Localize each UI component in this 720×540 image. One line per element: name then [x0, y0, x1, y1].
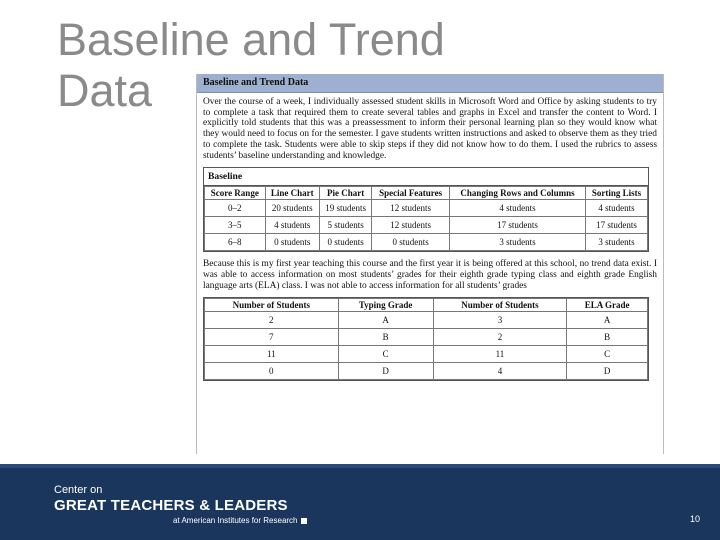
- col-header: Special Features: [372, 187, 450, 200]
- table-cell: 4 students: [265, 217, 319, 234]
- baseline-table: [204, 186, 648, 251]
- table-cell: 4: [433, 363, 567, 380]
- grades-table: [204, 298, 648, 380]
- table-cell: 4 students: [586, 200, 648, 217]
- col-header: Number of Students: [205, 299, 339, 312]
- col-header: Pie Chart: [320, 187, 372, 200]
- table-cell: 3–5: [205, 217, 266, 234]
- table-cell: 19 students: [320, 200, 372, 217]
- table-cell: 0–2: [205, 200, 266, 217]
- square-icon: [301, 518, 307, 524]
- table-row: [205, 312, 648, 329]
- baseline-table-caption: Baseline: [204, 168, 648, 186]
- grades-table-header-row: [205, 299, 648, 312]
- table-cell: 11: [433, 346, 567, 363]
- table-cell: B: [338, 329, 433, 346]
- slide-title: Baseline and Trend Data: [57, 14, 445, 116]
- intro-paragraph: Over the course of a week, I individually assessed student skills in Microsoft Word and Office by asking students to try to complete a task that required them to create several tables and graphs in Excel and transfer the content to Word. I explicitly told students that this was a preassessment to inform their personal learning plan so they would know what they would need to focus on for the semester. I gave students written instructions and asked to observe them as they tried to complete the task. Students were able to skip steps if they did not know how to do them. I used the rubrics to assess students’ baseline understanding and knowledge.: [203, 97, 657, 161]
- table-row: [205, 200, 648, 217]
- table-cell: C: [338, 346, 433, 363]
- table-cell: 4 students: [449, 200, 585, 217]
- logo-line-3: at American Institutes for Research: [173, 516, 298, 525]
- table-cell: 3 students: [586, 234, 648, 251]
- table-cell: 6–8: [205, 234, 266, 251]
- page-number: 10: [690, 514, 701, 524]
- table-cell: 5 students: [320, 217, 372, 234]
- table-cell: D: [567, 363, 648, 380]
- trend-paragraph: Because this is my first year teaching this course and the first year it is being offered at this school, no trend data exist. I was able to access information on most students’ grades for their eighth grade typing class and eighth grade English language arts (ELA) class. I was not able to access information for all students’ grades: [203, 259, 657, 291]
- table-cell: D: [338, 363, 433, 380]
- table-cell: 17 students: [586, 217, 648, 234]
- table-cell: A: [567, 312, 648, 329]
- table-cell: 17 students: [449, 217, 585, 234]
- table-row: [205, 234, 648, 251]
- table-cell: 2: [205, 312, 339, 329]
- table-row: [205, 217, 648, 234]
- table-cell: 0 students: [265, 234, 319, 251]
- col-header: Sorting Lists: [586, 187, 648, 200]
- logo-line-1: Center on: [54, 484, 103, 496]
- baseline-table-header-row: [205, 187, 648, 200]
- table-cell: 0 students: [372, 234, 450, 251]
- table-cell: 11: [205, 346, 339, 363]
- table-row: [205, 363, 648, 380]
- baseline-table-container: [203, 167, 649, 252]
- table-cell: A: [338, 312, 433, 329]
- table-cell: B: [567, 329, 648, 346]
- table-cell: 20 students: [265, 200, 319, 217]
- table-cell: 7: [205, 329, 339, 346]
- table-cell: 3 students: [449, 234, 585, 251]
- col-header: Typing Grade: [338, 299, 433, 312]
- logo-line-2: GREAT TEACHERS & LEADERS: [54, 497, 288, 514]
- table-cell: C: [567, 346, 648, 363]
- col-header: Score Range: [205, 187, 266, 200]
- table-cell: 0 students: [320, 234, 372, 251]
- col-header: Number of Students: [433, 299, 567, 312]
- document-excerpt: [196, 74, 664, 454]
- table-row: [205, 329, 648, 346]
- col-header: Changing Rows and Columns: [449, 187, 585, 200]
- table-cell: 12 students: [372, 200, 450, 217]
- table-row: [205, 346, 648, 363]
- document-header: Baseline and Trend Data: [197, 74, 663, 93]
- table-cell: 3: [433, 312, 567, 329]
- table-cell: 12 students: [372, 217, 450, 234]
- table-cell: 0: [205, 363, 339, 380]
- col-header: Line Chart: [265, 187, 319, 200]
- grades-table-container: [203, 297, 649, 381]
- table-cell: 2: [433, 329, 567, 346]
- logo-line-3-wrap: [173, 516, 307, 525]
- col-header: ELA Grade: [567, 299, 648, 312]
